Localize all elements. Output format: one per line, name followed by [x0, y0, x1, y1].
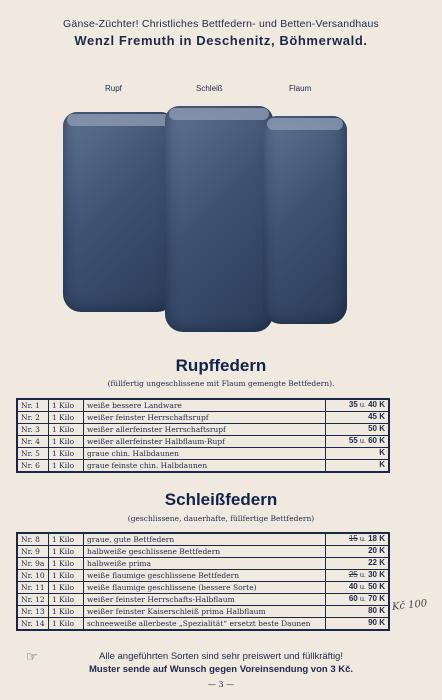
table-row [17, 412, 389, 424]
item-number: Nr. 10 [17, 570, 49, 582]
item-price [326, 460, 390, 473]
item-price [326, 424, 390, 436]
item-description: weißer feinster Kaiserschleiß prima Halbflaum [84, 606, 326, 618]
item-quantity: 1 Kilo [49, 460, 84, 473]
table-row [17, 558, 389, 570]
price-k: K [379, 400, 385, 409]
item-number: Nr. 13 [17, 606, 49, 618]
rupf-price-table [16, 398, 390, 473]
item-number: Nr. 9 [17, 546, 49, 558]
item-description: weiße flaumige geschlissene Bettfedern [84, 570, 326, 582]
price-p2: 18 [368, 534, 377, 543]
price-p2: 70 [368, 594, 377, 603]
feather-bags-illustration [55, 98, 355, 338]
item-price [326, 448, 390, 460]
bag-label-flaum: Flaum [289, 84, 312, 93]
item-price [326, 606, 390, 618]
item-number: Nr. 4 [17, 436, 49, 448]
bag-flaum [263, 116, 347, 324]
bag-label-rupf: Rupf [105, 84, 122, 93]
item-quantity: 1 Kilo [49, 558, 84, 570]
item-quantity: 1 Kilo [49, 618, 84, 631]
item-price [326, 558, 390, 570]
price-p2: 40 [368, 400, 377, 409]
rupf-subtitle: (füllfertig ungeschlissene mit Flaum gemengte Bettfedern). [107, 379, 335, 388]
price-k: K [379, 424, 385, 433]
price-u: u. [360, 402, 366, 409]
item-description: graue feinste chin. Halbdaunen [84, 460, 326, 473]
price-p1: 25 [348, 570, 358, 579]
item-number: Nr. 3 [17, 424, 49, 436]
price-k: K [379, 412, 385, 421]
item-quantity: 1 Kilo [49, 533, 84, 546]
price-p2: 30 [368, 570, 377, 579]
price-p2: 45 [368, 412, 377, 421]
table-row [17, 436, 389, 448]
table-row [17, 546, 389, 558]
item-quantity: 1 Kilo [49, 546, 84, 558]
price-p2: 20 [368, 546, 377, 555]
item-price [326, 399, 390, 412]
price-k: K [379, 546, 385, 555]
item-description: weißer feinster Herrschaftsrupf [84, 412, 326, 424]
item-quantity: 1 Kilo [49, 582, 84, 594]
rupf-title: Rupffedern [175, 356, 267, 375]
price-p2: 90 [368, 618, 377, 627]
footer-note: Alle angeführten Sorten sind sehr preiswert und füllkräftig! [99, 651, 343, 662]
item-quantity: 1 Kilo [49, 606, 84, 618]
item-price [326, 618, 390, 631]
price-u: u. [360, 438, 366, 445]
bag-rupf [63, 112, 175, 312]
item-description: graue chin. Halbdaunen [84, 448, 326, 460]
price-p2: 80 [368, 606, 377, 615]
footer-sample-offer: Muster sende auf Wunsch gegen Voreinsendung von 3 Kč. [88, 664, 354, 675]
item-description: weiße flaumige geschlissene (bessere Sorte) [84, 582, 326, 594]
item-price [326, 533, 390, 546]
table-row [17, 533, 389, 546]
price-k: K [379, 460, 385, 469]
table-row [17, 570, 389, 582]
price-u: u. [360, 536, 366, 543]
item-quantity: 1 Kilo [49, 448, 84, 460]
item-price [326, 436, 390, 448]
price-k: K [379, 594, 385, 603]
table-row [17, 399, 389, 412]
item-quantity: 1 Kilo [49, 570, 84, 582]
item-number: Nr. 14 [17, 618, 49, 631]
price-p2: 22 [368, 558, 377, 567]
item-price [326, 546, 390, 558]
item-description: halbweiße prima [84, 558, 326, 570]
table-row [17, 606, 389, 618]
item-number: Nr. 1 [17, 399, 49, 412]
price-k: K [379, 570, 385, 579]
price-p1: 35 [348, 400, 358, 409]
item-quantity: 1 Kilo [49, 594, 84, 606]
item-description: weißer allerfeinster Herrschaftsrupf [84, 424, 326, 436]
page-number: — 3 — [207, 680, 235, 689]
item-description: graue, gute Bettfedern [84, 533, 326, 546]
item-number: Nr. 12 [17, 594, 49, 606]
table-row [17, 448, 389, 460]
table-row [17, 582, 389, 594]
table-row [17, 424, 389, 436]
price-p2: 60 [368, 436, 377, 445]
item-number: Nr. 2 [17, 412, 49, 424]
item-description: halbweiße geschlissene Bettfedern [84, 546, 326, 558]
item-price [326, 412, 390, 424]
item-description: weißer allerfeinster Halbflaum-Rupf [84, 436, 326, 448]
item-price [326, 582, 390, 594]
item-quantity: 1 Kilo [49, 399, 84, 412]
item-quantity: 1 Kilo [49, 424, 84, 436]
item-price [326, 594, 390, 606]
item-description: weiße bessere Landware [84, 399, 326, 412]
price-u: u. [360, 572, 366, 579]
price-p2: 50 [368, 424, 377, 433]
item-description: weißer feinster Herrschafts-Halbflaum [84, 594, 326, 606]
item-quantity: 1 Kilo [49, 412, 84, 424]
header-tagline: Gänse-Züchter! Christliches Bettfedern- und Betten-Versandhaus [63, 18, 379, 30]
price-k: K [379, 618, 385, 627]
price-k: K [379, 436, 385, 445]
price-k: K [379, 448, 385, 457]
price-k: K [379, 606, 385, 615]
price-u: u. [360, 584, 366, 591]
header-company: Wenzl Fremuth in Deschenitz, Böhmerwald. [74, 33, 368, 48]
bag-label-schleiss: Schleiß [196, 84, 223, 93]
price-p1: 40 [348, 582, 358, 591]
price-p2: 50 [368, 582, 377, 591]
price-p1: 55 [348, 436, 358, 445]
bag-schleiss [165, 106, 273, 332]
price-k: K [379, 534, 385, 543]
item-number: Nr. 6 [17, 460, 49, 473]
item-number: Nr. 11 [17, 582, 49, 594]
item-description: schneeweiße allerbeste „Spezialität“ ersetzt beste Daunen [84, 618, 326, 631]
price-k: K [379, 558, 385, 567]
table-row [17, 594, 389, 606]
price-k: K [379, 582, 385, 591]
item-number: Nr. 5 [17, 448, 49, 460]
item-number: Nr. 8 [17, 533, 49, 546]
schleiss-title: Schleißfedern [164, 490, 278, 509]
price-u: u. [360, 596, 366, 603]
item-number: Nr. 9a [17, 558, 49, 570]
price-p1: 15 [348, 534, 358, 543]
table-row [17, 618, 389, 631]
pointing-hand-icon: ☞ [26, 650, 38, 665]
schleiss-subtitle: (geschlissene, dauerhafte, füllfertige Bettfedern) [127, 514, 315, 523]
item-quantity: 1 Kilo [49, 436, 84, 448]
handwritten-note: Kč 100 [391, 598, 428, 613]
item-price [326, 570, 390, 582]
price-p1: 60 [348, 594, 358, 603]
schleiss-price-table [16, 532, 390, 631]
table-row [17, 460, 389, 473]
